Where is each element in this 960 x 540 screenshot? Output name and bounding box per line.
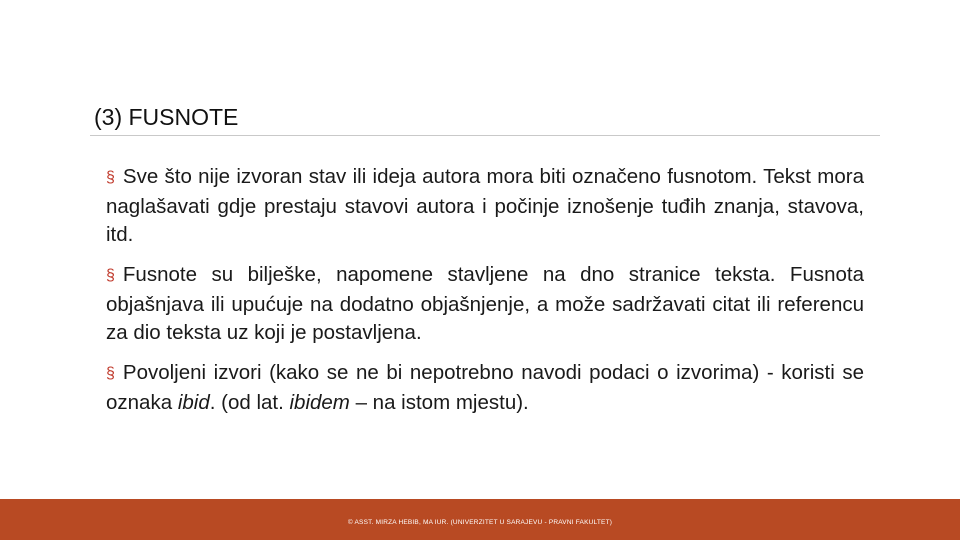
bullet-text: Sve što nije izvoran stav ili ideja autora mora biti označeno fusnotom. Tekst mora naglašavati gdje prestaju stavovi autora i počinje iznošenje tuđih znanja, stavova, itd.	[106, 165, 864, 246]
bullet-list	[106, 163, 864, 429]
footer-copyright: © ASST. MIRZA HEBIB, MA IUR. (UNIVERZITET U SARAJEVU - PRAVNI FAKULTET)	[347, 519, 613, 526]
bullet-text: . (od lat.	[209, 391, 290, 414]
slide-title: (3) FUSNOTE	[94, 104, 239, 130]
bullet-item	[106, 359, 864, 417]
bullet-italic-term: ibid	[177, 391, 210, 414]
bullet-item	[106, 261, 864, 347]
bullet-marker-icon: §	[106, 365, 115, 382]
bullet-italic-term: ibidem	[289, 391, 350, 414]
bullet-text: – na istom mjestu).	[349, 391, 529, 414]
bullet-marker-icon: §	[106, 169, 115, 186]
bullet-item	[106, 163, 864, 249]
bullet-marker-icon: §	[106, 267, 115, 284]
title-divider	[90, 135, 880, 136]
bullet-text: Fusnote su bilješke, napomene stavljene na dno stranice teksta. Fusnota objašnjava ili upućuje na dodatno objašnjenje, a može sadržavati citat ili referencu za dio teksta uz koji je postavljena.	[106, 263, 864, 344]
bullet-text: Povoljeni izvori (kako se ne bi nepotrebno navodi podaci o izvorima) - koristi se oznaka	[106, 361, 864, 414]
